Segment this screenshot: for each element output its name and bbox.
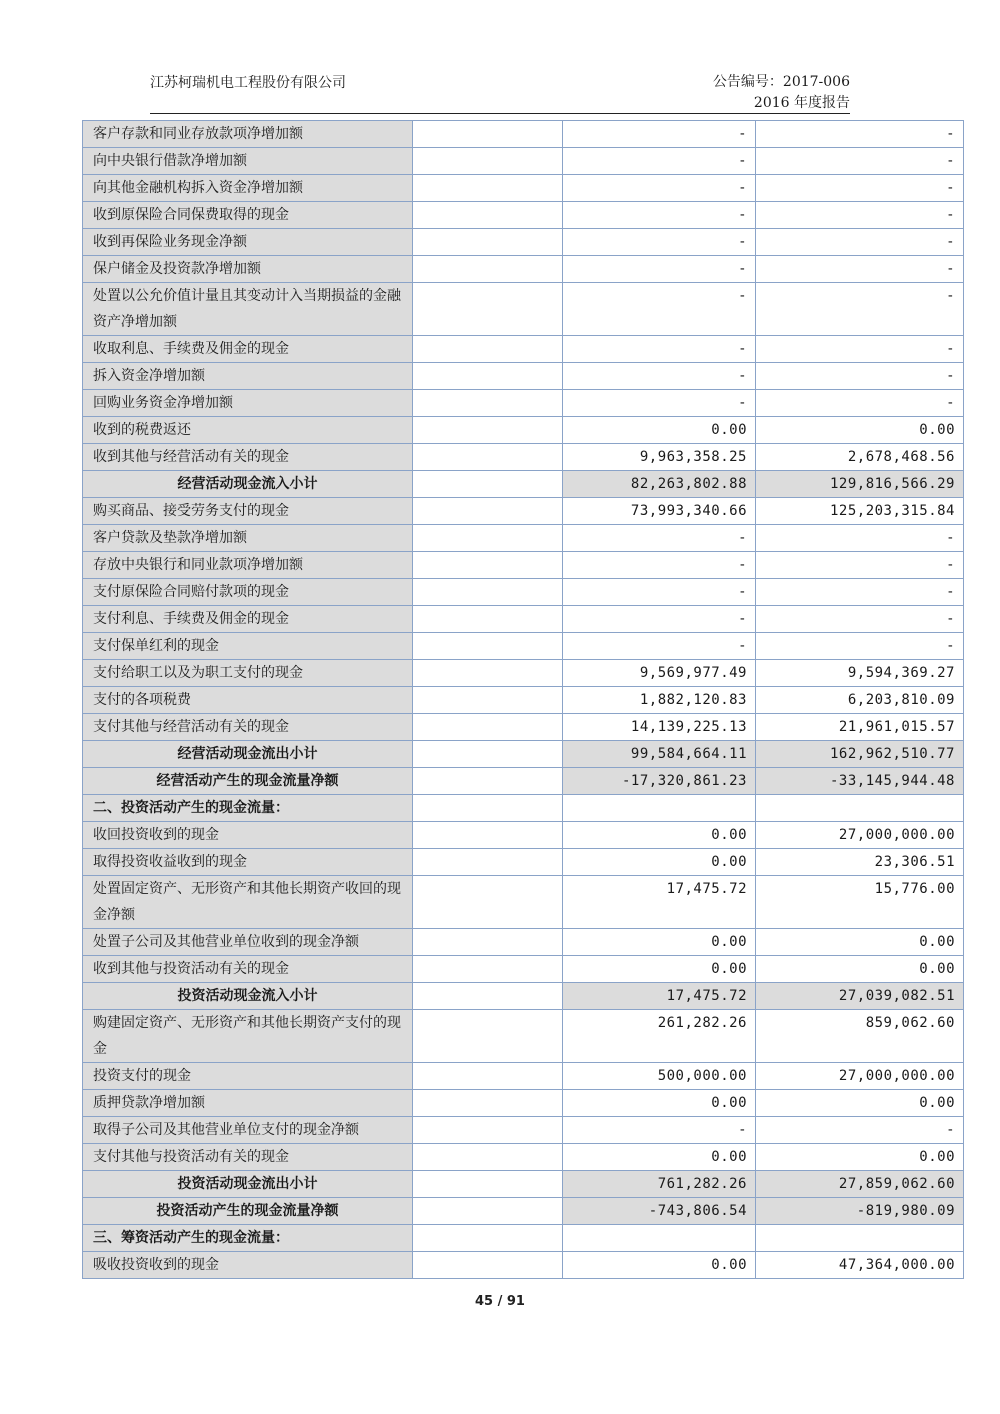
table-row bbox=[83, 390, 964, 417]
row-label: 投资支付的现金 bbox=[83, 1063, 413, 1090]
row-label: 拆入资金净增加额 bbox=[83, 363, 413, 390]
table-row bbox=[83, 256, 964, 283]
prior-period-value: 9,594,369.27 bbox=[756, 660, 964, 687]
current-period-value: - bbox=[563, 283, 756, 336]
prior-period-value: 47,364,000.00 bbox=[756, 1252, 964, 1279]
prior-period-value: - bbox=[756, 633, 964, 660]
note-cell bbox=[413, 633, 563, 660]
table-row bbox=[83, 121, 964, 148]
table-row bbox=[83, 849, 964, 876]
table-row bbox=[83, 1198, 964, 1225]
row-label: 保户储金及投资款净增加额 bbox=[83, 256, 413, 283]
note-cell bbox=[413, 768, 563, 795]
current-period-value: 99,584,664.11 bbox=[563, 741, 756, 768]
current-period-value: 9,569,977.49 bbox=[563, 660, 756, 687]
current-period-value: 0.00 bbox=[563, 822, 756, 849]
row-label: 经营活动现金流入小计 bbox=[83, 471, 413, 498]
row-label: 收到其他与经营活动有关的现金 bbox=[83, 444, 413, 471]
row-label: 收到的税费返还 bbox=[83, 417, 413, 444]
prior-period-value: - bbox=[756, 1117, 964, 1144]
note-cell bbox=[413, 175, 563, 202]
current-period-value: 73,993,340.66 bbox=[563, 498, 756, 525]
current-period-value: 0.00 bbox=[563, 929, 756, 956]
current-period-value: 0.00 bbox=[563, 956, 756, 983]
note-cell bbox=[413, 121, 563, 148]
prior-period-value: 27,039,082.51 bbox=[756, 983, 964, 1010]
prior-period-value: 0.00 bbox=[756, 1090, 964, 1117]
note-cell bbox=[413, 660, 563, 687]
note-cell bbox=[413, 552, 563, 579]
row-label: 投资活动现金流入小计 bbox=[83, 983, 413, 1010]
note-cell bbox=[413, 1171, 563, 1198]
prior-period-value: -819,980.09 bbox=[756, 1198, 964, 1225]
prior-period-value: - bbox=[756, 175, 964, 202]
current-period-value: 82,263,802.88 bbox=[563, 471, 756, 498]
note-cell bbox=[413, 1252, 563, 1279]
prior-period-value: 0.00 bbox=[756, 417, 964, 444]
notice-number: 公告编号：2017-006 bbox=[712, 74, 850, 90]
current-period-value: 17,475.72 bbox=[563, 983, 756, 1010]
row-label: 支付利息、手续费及佣金的现金 bbox=[83, 606, 413, 633]
note-cell bbox=[413, 741, 563, 768]
note-cell bbox=[413, 498, 563, 525]
row-label: 三、筹资活动产生的现金流量： bbox=[83, 1225, 413, 1252]
prior-period-value: 0.00 bbox=[756, 956, 964, 983]
note-cell bbox=[413, 1198, 563, 1225]
note-cell bbox=[413, 256, 563, 283]
row-label: 支付的各项税费 bbox=[83, 687, 413, 714]
current-period-value: 17,475.72 bbox=[563, 876, 756, 929]
prior-period-value: - bbox=[756, 552, 964, 579]
row-label: 取得投资收益收到的现金 bbox=[83, 849, 413, 876]
table-row bbox=[83, 336, 964, 363]
table-row bbox=[83, 1117, 964, 1144]
row-label: 收取利息、手续费及佣金的现金 bbox=[83, 336, 413, 363]
current-period-value: - bbox=[563, 363, 756, 390]
row-label: 回购业务资金净增加额 bbox=[83, 390, 413, 417]
table-row bbox=[83, 202, 964, 229]
current-period-value: - bbox=[563, 229, 756, 256]
note-cell bbox=[413, 525, 563, 552]
table-row bbox=[83, 1225, 964, 1252]
row-label: 收到其他与投资活动有关的现金 bbox=[83, 956, 413, 983]
table-row bbox=[83, 795, 964, 822]
current-period-value: - bbox=[563, 525, 756, 552]
row-label: 处置固定资产、无形资产和其他长期资产收回的现金净额 bbox=[83, 876, 413, 929]
row-label: 存放中央银行和同业款项净增加额 bbox=[83, 552, 413, 579]
prior-period-value: - bbox=[756, 390, 964, 417]
table-row bbox=[83, 768, 964, 795]
table-row bbox=[83, 1252, 964, 1279]
table-row bbox=[83, 822, 964, 849]
table-row bbox=[83, 525, 964, 552]
table-row bbox=[83, 1090, 964, 1117]
table-row bbox=[83, 741, 964, 768]
note-cell bbox=[413, 956, 563, 983]
row-label: 向其他金融机构拆入资金净增加额 bbox=[83, 175, 413, 202]
prior-period-value: 0.00 bbox=[756, 929, 964, 956]
row-label: 吸收投资收到的现金 bbox=[83, 1252, 413, 1279]
row-label: 处置子公司及其他营业单位收到的现金净额 bbox=[83, 929, 413, 956]
table-row bbox=[83, 606, 964, 633]
note-cell bbox=[413, 390, 563, 417]
cash-flow-table-body bbox=[83, 121, 964, 1279]
table-row bbox=[83, 1171, 964, 1198]
current-period-value: - bbox=[563, 256, 756, 283]
note-cell bbox=[413, 714, 563, 741]
prior-period-value: - bbox=[756, 336, 964, 363]
note-cell bbox=[413, 1144, 563, 1171]
current-period-value: 0.00 bbox=[563, 417, 756, 444]
row-label: 投资活动现金流出小计 bbox=[83, 1171, 413, 1198]
report-header bbox=[713, 72, 850, 114]
current-period-value: 261,282.26 bbox=[563, 1010, 756, 1063]
table-row bbox=[83, 579, 964, 606]
table-row bbox=[83, 229, 964, 256]
prior-period-value: 23,306.51 bbox=[756, 849, 964, 876]
cash-flow-table bbox=[82, 120, 964, 1279]
prior-period-value bbox=[756, 1225, 964, 1252]
prior-period-value: - bbox=[756, 229, 964, 256]
row-label: 客户存款和同业存放款项净增加额 bbox=[83, 121, 413, 148]
table-row bbox=[83, 148, 964, 175]
prior-period-value: - bbox=[756, 256, 964, 283]
note-cell bbox=[413, 229, 563, 256]
note-cell bbox=[413, 1117, 563, 1144]
row-label: 收到原保险合同保费取得的现金 bbox=[83, 202, 413, 229]
header-rule bbox=[150, 113, 850, 114]
prior-period-value: 6,203,810.09 bbox=[756, 687, 964, 714]
row-label: 经营活动产生的现金流量净额 bbox=[83, 768, 413, 795]
current-period-value: 9,963,358.25 bbox=[563, 444, 756, 471]
table-row bbox=[83, 175, 964, 202]
table-row bbox=[83, 983, 964, 1010]
row-label: 购买商品、接受劳务支付的现金 bbox=[83, 498, 413, 525]
table-row bbox=[83, 956, 964, 983]
note-cell bbox=[413, 471, 563, 498]
note-cell bbox=[413, 1010, 563, 1063]
table-row bbox=[83, 471, 964, 498]
prior-period-value bbox=[756, 795, 964, 822]
current-period-value: -743,806.54 bbox=[563, 1198, 756, 1225]
prior-period-value: - bbox=[756, 283, 964, 336]
table-row bbox=[83, 929, 964, 956]
prior-period-value: 125,203,315.84 bbox=[756, 498, 964, 525]
note-cell bbox=[413, 983, 563, 1010]
table-row bbox=[83, 876, 964, 929]
page-number: 45 / 91 bbox=[475, 1294, 525, 1309]
row-label: 购建固定资产、无形资产和其他长期资产支付的现金 bbox=[83, 1010, 413, 1063]
table-row bbox=[83, 687, 964, 714]
note-cell bbox=[413, 202, 563, 229]
note-cell bbox=[413, 336, 563, 363]
table-row bbox=[83, 633, 964, 660]
current-period-value: - bbox=[563, 202, 756, 229]
note-cell bbox=[413, 1063, 563, 1090]
prior-period-value: 162,962,510.77 bbox=[756, 741, 964, 768]
report-title: 2016 年度报告 bbox=[753, 95, 850, 111]
note-cell bbox=[413, 283, 563, 336]
note-cell bbox=[413, 795, 563, 822]
current-period-value: 1,882,120.83 bbox=[563, 687, 756, 714]
prior-period-value: 2,678,468.56 bbox=[756, 444, 964, 471]
row-label: 质押贷款净增加额 bbox=[83, 1090, 413, 1117]
table-row bbox=[83, 714, 964, 741]
current-period-value: 14,139,225.13 bbox=[563, 714, 756, 741]
row-label: 支付其他与投资活动有关的现金 bbox=[83, 1144, 413, 1171]
row-label: 收回投资收到的现金 bbox=[83, 822, 413, 849]
prior-period-value: - bbox=[756, 121, 964, 148]
current-period-value bbox=[563, 795, 756, 822]
current-period-value: 0.00 bbox=[563, 849, 756, 876]
current-period-value: - bbox=[563, 175, 756, 202]
current-period-value: - bbox=[563, 1117, 756, 1144]
row-label: 客户贷款及垫款净增加额 bbox=[83, 525, 413, 552]
row-label: 支付其他与经营活动有关的现金 bbox=[83, 714, 413, 741]
table-row bbox=[83, 417, 964, 444]
prior-period-value: 129,816,566.29 bbox=[756, 471, 964, 498]
current-period-value: - bbox=[563, 606, 756, 633]
table-row bbox=[83, 444, 964, 471]
prior-period-value: 0.00 bbox=[756, 1144, 964, 1171]
table-row bbox=[83, 552, 964, 579]
row-label: 支付原保险合同赔付款项的现金 bbox=[83, 579, 413, 606]
prior-period-value: - bbox=[756, 148, 964, 175]
table-row bbox=[83, 660, 964, 687]
current-period-value: - bbox=[563, 390, 756, 417]
note-cell bbox=[413, 363, 563, 390]
note-cell bbox=[413, 849, 563, 876]
prior-period-value: - bbox=[756, 606, 964, 633]
row-label: 向中央银行借款净增加额 bbox=[83, 148, 413, 175]
table-row bbox=[83, 1144, 964, 1171]
note-cell bbox=[413, 444, 563, 471]
company-name: 江苏柯瑞机电工程股份有限公司 bbox=[150, 75, 346, 91]
table-row bbox=[83, 363, 964, 390]
current-period-value bbox=[563, 1225, 756, 1252]
row-label: 取得子公司及其他营业单位支付的现金净额 bbox=[83, 1117, 413, 1144]
note-cell bbox=[413, 1090, 563, 1117]
note-cell bbox=[413, 417, 563, 444]
current-period-value: 0.00 bbox=[563, 1090, 756, 1117]
note-cell bbox=[413, 606, 563, 633]
note-cell bbox=[413, 579, 563, 606]
prior-period-value: - bbox=[756, 579, 964, 606]
prior-period-value: 15,776.00 bbox=[756, 876, 964, 929]
note-cell bbox=[413, 1225, 563, 1252]
prior-period-value: 27,859,062.60 bbox=[756, 1171, 964, 1198]
current-period-value: 500,000.00 bbox=[563, 1063, 756, 1090]
note-cell bbox=[413, 876, 563, 929]
current-period-value: - bbox=[563, 336, 756, 363]
current-period-value: - bbox=[563, 633, 756, 660]
row-label: 支付给职工以及为职工支付的现金 bbox=[83, 660, 413, 687]
table-row bbox=[83, 283, 964, 336]
row-label: 支付保单红利的现金 bbox=[83, 633, 413, 660]
prior-period-value: 27,000,000.00 bbox=[756, 1063, 964, 1090]
table-row bbox=[83, 1010, 964, 1063]
prior-period-value: -33,145,944.48 bbox=[756, 768, 964, 795]
row-label: 二、投资活动产生的现金流量： bbox=[83, 795, 413, 822]
prior-period-value: 27,000,000.00 bbox=[756, 822, 964, 849]
row-label: 处置以公允价值计量且其变动计入当期损益的金融资产净增加额 bbox=[83, 283, 413, 336]
row-label: 经营活动现金流出小计 bbox=[83, 741, 413, 768]
prior-period-value: - bbox=[756, 525, 964, 552]
note-cell bbox=[413, 687, 563, 714]
row-label: 投资活动产生的现金流量净额 bbox=[83, 1198, 413, 1225]
prior-period-value: - bbox=[756, 363, 964, 390]
current-period-value: - bbox=[563, 148, 756, 175]
note-cell bbox=[413, 822, 563, 849]
table-row bbox=[83, 1063, 964, 1090]
current-period-value: - bbox=[563, 121, 756, 148]
prior-period-value: 859,062.60 bbox=[756, 1010, 964, 1063]
current-period-value: 761,282.26 bbox=[563, 1171, 756, 1198]
note-cell bbox=[413, 148, 563, 175]
note-cell bbox=[413, 929, 563, 956]
current-period-value: - bbox=[563, 579, 756, 606]
current-period-value: -17,320,861.23 bbox=[563, 768, 756, 795]
prior-period-value: 21,961,015.57 bbox=[756, 714, 964, 741]
current-period-value: - bbox=[563, 552, 756, 579]
row-label: 收到再保险业务现金净额 bbox=[83, 229, 413, 256]
current-period-value: 0.00 bbox=[563, 1144, 756, 1171]
prior-period-value: - bbox=[756, 202, 964, 229]
current-period-value: 0.00 bbox=[563, 1252, 756, 1279]
table-row bbox=[83, 498, 964, 525]
